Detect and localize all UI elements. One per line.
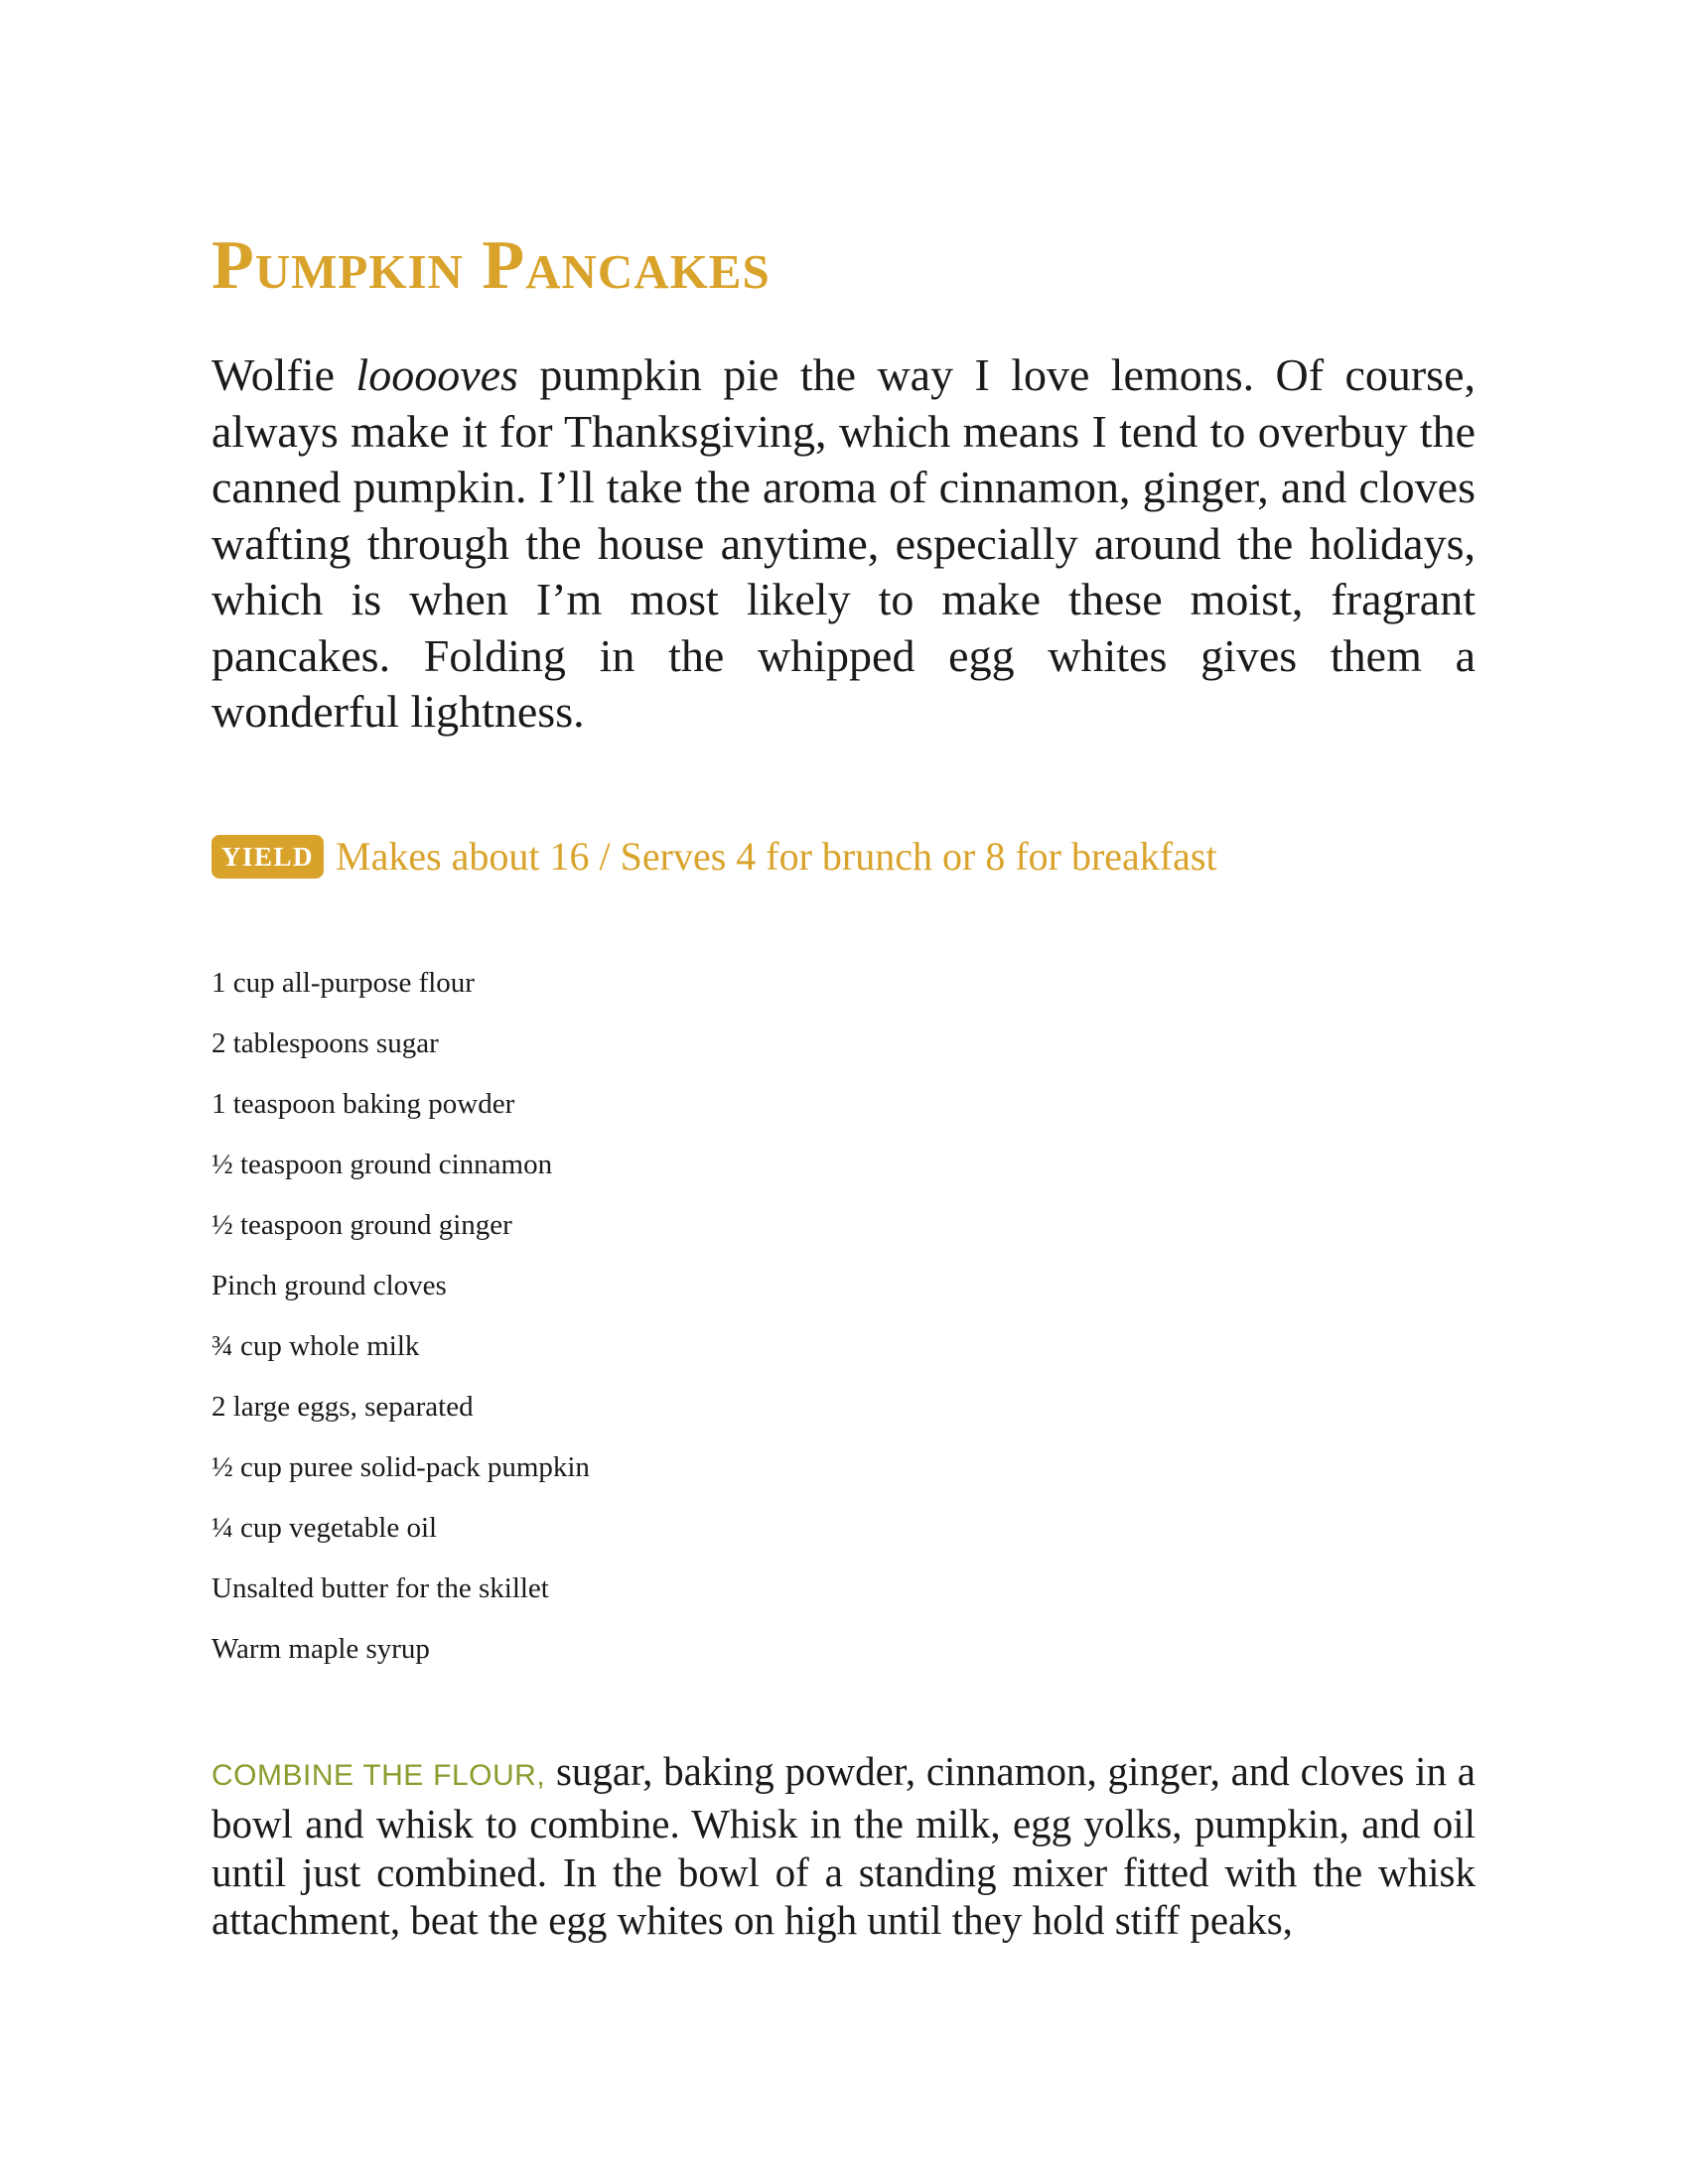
- ingredient-list: [211, 953, 1476, 1680]
- ingredient-item: ½ cup puree solid-pack pumpkin: [211, 1450, 590, 1483]
- ingredient-item: 2 tablespoons sugar: [211, 1026, 439, 1059]
- ingredient-item: ¾ cup whole milk: [211, 1329, 420, 1362]
- yield-badge: YIELD: [211, 835, 324, 879]
- recipe-intro: [211, 347, 1476, 741]
- intro-text-rest: pumpkin pie the way I love lemons. Of course, always make it for Thanksgiving, which means I tend to overbuy the canned pumpkin. I’ll take the aroma of cinnamon, ginger, and cloves wafting through the house anytime, especially around the holidays, which is when I’m most likely to make these moist, fragrant pancakes. Folding in the whipped egg whites gives them a wonderful lightness.: [211, 349, 1477, 737]
- method-paragraph: [211, 1747, 1476, 1945]
- ingredient-item: 2 large eggs, separated: [211, 1390, 474, 1423]
- recipe-page: [211, 226, 1476, 1945]
- intro-text-start: Wolfie: [211, 349, 356, 400]
- ingredient-item: 1 teaspoon baking powder: [211, 1087, 515, 1120]
- ingredient-item: 1 cup all-purpose flour: [211, 966, 475, 999]
- ingredient-item: Unsalted butter for the skillet: [211, 1571, 549, 1604]
- recipe-title: Pumpkin Pancakes: [211, 227, 771, 304]
- ingredient-item: ½ teaspoon ground cinnamon: [211, 1148, 553, 1180]
- ingredient-item: Warm maple syrup: [211, 1632, 430, 1665]
- ingredient-item: ¼ cup vegetable oil: [211, 1511, 438, 1544]
- intro-emphasis: looooves: [355, 349, 518, 400]
- method-lead-in: COMBINE THE FLOUR,: [211, 1758, 546, 1792]
- ingredient-item: Pinch ground cloves: [211, 1269, 447, 1301]
- yield-text: Makes about 16 / Serves 4 for brunch or 8 for breakfast: [336, 833, 1217, 879]
- yield-row: [211, 832, 1476, 882]
- method-text: sugar, baking powder, cinnamon, ginger, and cloves in a bowl and whisk to combine. Whisk in the milk, egg yolks, pumpkin, and oil until just combined. In the bowl of a standing mixer fitted with the whisk attachment, beat the egg whites on high until they hold stiff peaks,: [211, 1747, 1476, 1943]
- ingredient-item: ½ teaspoon ground ginger: [211, 1208, 512, 1241]
